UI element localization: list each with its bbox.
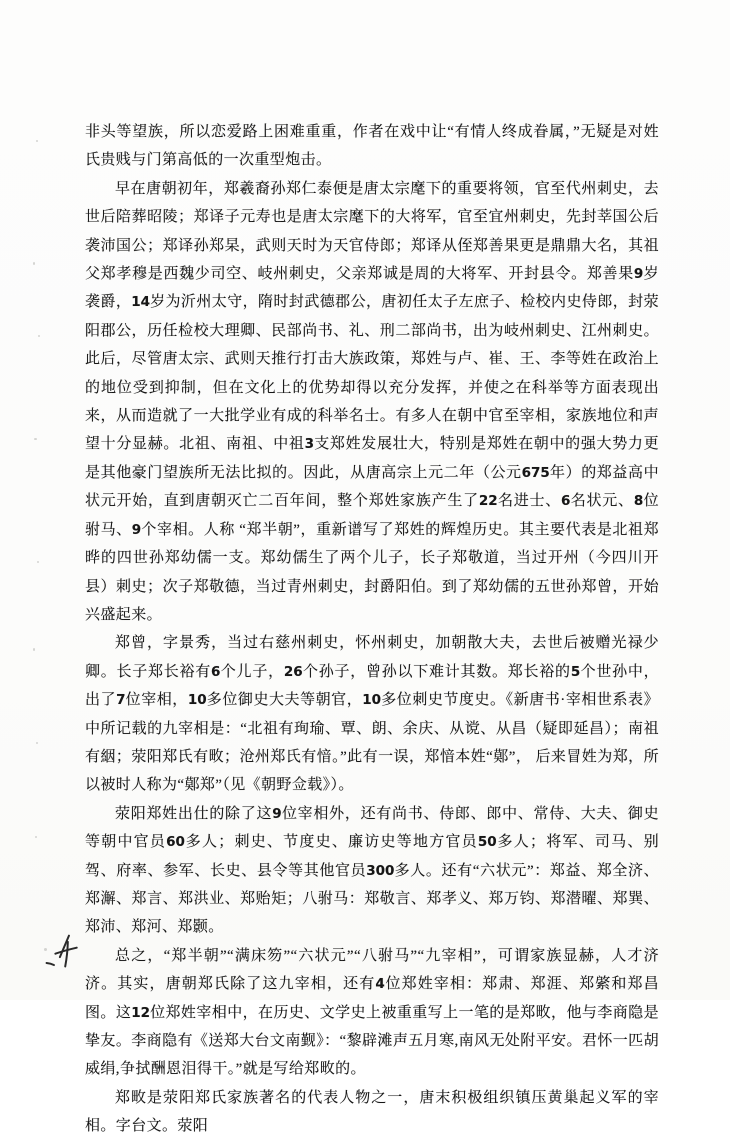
scan-speckle: [33, 648, 35, 651]
paragraph: 荥阳郑姓出仕的除了这9位宰相外，还有尚书、侍郎、郎中、常侍、大夫、御史等朝中官员60多人；刺史、节度史、廉访史等地方官员50多人；将军、司马、别驾、府率、参军、长史、县令等其他官员300多人。还有“六状元”：郑益、郑全济、郑澥、郑言、郑洪业、郑贻矩；八驸马：郑敬言、郑孝义、郑万钧、郑潜曜、郑巽、郑沛、郑河、郑颢。: [85, 805, 659, 936]
paragraph: 早在唐朝初年，郑羲裔孙郑仁泰便是唐太宗麾下的重要将领，官至代州刺史，去世后陪葬昭陵；郑译子元寿也是唐太宗麾下的大将军，官至宜州刺史，先封莘国公后袭沛国公；郑译孙郑杲，武则天时为天官侍郎；郑译从侄郑善果更是鼎鼎大名，其祖父郑孝穆是西魏少司空、岐州刺史，父亲郑诚是周的大将军、开封县令。郑善果9岁袭爵，14岁为沂州太守，隋时封武德郡公，唐初任太子左庶子、检校内史侍郎，封荥阳郡公，历任检校大理卿、民部尚书、礼、刑二部尚书，出为岐州刺史、江州刺史。此后，尽管唐太宗、武则天推行打击大族政策，郑姓与卢、崔、王、李等姓在政治上的地位受到抑制，但在文化上的优势却得以充分发挥，并使之在科举等方面表现出来，从而造就了一大批学业有成的科举名士。有多人在朝中官至宰相，家族地位和声望十分显赫。北祖、南祖、中祖3支郑姓发展壮大，特别是郑姓在朝中的强大势力更是其他豪门望族所无法比拟的。因此，从唐高宗上元二年（公元675年）的郑益高中状元开始，直到唐朝灭亡二百年间，整个郑姓家族产生了22名进士、6名状元、8位驸马、9个宰相。人称 “郑半朝”，重新谱写了郑姓的辉煌历史。其主要代表是北祖郑晔的四世孙郑幼儒一支。郑幼儒生了两个儿子，长子郑敬道，当过开州（今四川开县）刺史；次子郑敬德，当过青州刺史，封爵阳伯。到了郑幼儒的五世孙郑曾，开始兴盛起来。: [85, 180, 659, 623]
scan-speckle: [36, 742, 38, 744]
paragraph: 总之，“郑半朝”“满床笏”“六状元”“八驸马”“九宰相”，可谓家族显赫，人才济济。其实，唐朝郑氏除了这九宰相，还有4位郑姓宰相：郑肃、郑涯、郑綮和郑昌图。这12位郑姓宰相中，在历史、文学史上被重重写上一笔的是郑畋，他与李商隐是挚友。李商隐有《送郑大台文南觐》：“黎辟滩声五月寒,南风无处附平安。君怀一匹胡威绢,争拭酬恩泪得干。”就是写给郑畋的。: [85, 947, 659, 1078]
paragraph: 郑曾，字景秀，当过右慈州刺史，怀州刺史，加朝散大夫，去世后被赠光禄少卿。长子郑长裕有6个儿子，26个孙子，曾孙以下难计其数。郑长裕的5个世孙中，出了7位宰相，10多位御史大夫等朝官，10多位刺史节度史。《新唐书·宰相世系表》中所记载的九宰相是：“北祖有珣瑜、覃、朗、余庆、从谠、从昌（疑即延昌）；南祖有絪；荥阳郑氏有畋；沧州郑氏有愔。”此有一误，郑愔本姓“鄚”， 后来冒姓为郑，所以被时人称为“鄚郑”（见《朝野佥载》）。: [85, 635, 659, 794]
body-text: [85, 118, 659, 1141]
scan-speckle: [38, 335, 40, 337]
paragraph: 非头等望族，所以恋爱路上困难重重，作者在戏中让“有情人终成眷属，”无疑是对姓氏贵贱与门第高低的一次重型炮击。: [85, 124, 659, 169]
handwriting-stroke-icon: [34, 926, 101, 989]
paragraph: 郑畋是荥阳郑氏家族著名的代表人物之一，唐末积极组织镇压黄巢起义军的宰相。字台文。荥阳: [85, 1089, 659, 1135]
scan-speckle: [34, 438, 37, 440]
scan-speckle: [35, 836, 37, 838]
handwritten-page-number: [34, 926, 101, 989]
scan-speckle: [36, 140, 38, 142]
scan-speckle: [33, 262, 35, 265]
scan-speckle: [37, 561, 39, 563]
